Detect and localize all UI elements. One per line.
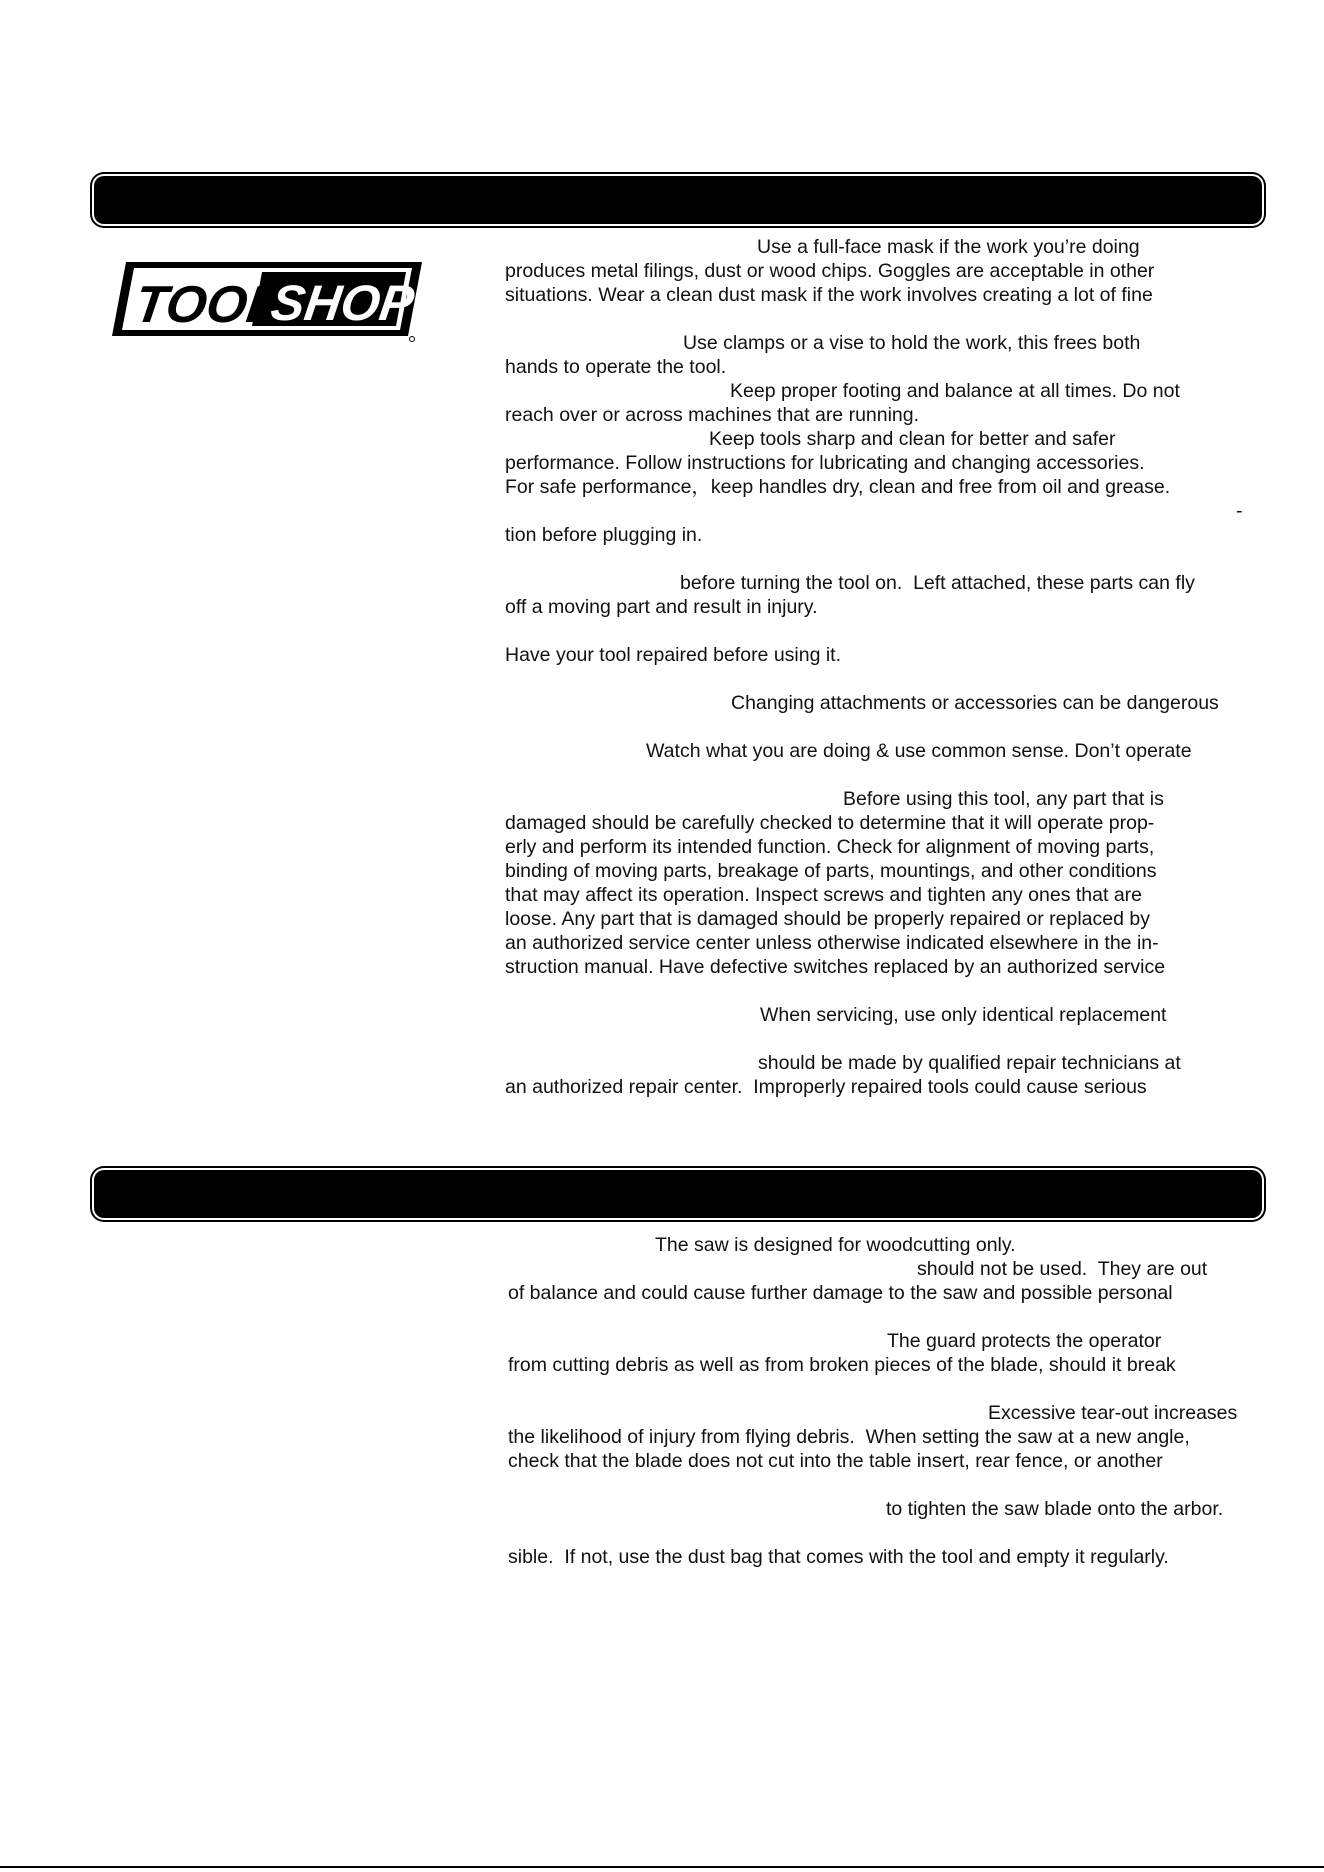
logo-word-tool: TOOL (131, 276, 283, 334)
text-line: erly and perform its intended function. Check for alignment of moving parts, (505, 836, 1155, 858)
text-line: - (1236, 500, 1243, 522)
text-line: the likelihood of injury from flying debris. When setting the saw at a new angle, (508, 1426, 1190, 1448)
text-line: an authorized repair center. Improperly repaired tools could cause serious (505, 1076, 1147, 1098)
text-line: Use clamps or a vise to hold the work, this frees both (683, 332, 1141, 354)
text-line: check that the blade does not cut into the table insert, rear fence, or another (508, 1450, 1163, 1472)
text-line: produces metal filings, dust or wood chips. Goggles are acceptable in other (505, 260, 1155, 282)
text-line: should be made by qualified repair technicians at (758, 1052, 1181, 1074)
text-line: The guard protects the operator (887, 1330, 1162, 1352)
text-line: Keep tools sharp and clean for better and safer (709, 428, 1116, 450)
tool-shop-logo (112, 258, 422, 342)
text-line: before turning the tool on. Left attached, these parts can fly (680, 572, 1195, 594)
text-line: an authorized service center unless otherwise indicated elsewhere in the in- (505, 932, 1159, 954)
text-line: tion before plugging in. (505, 524, 703, 546)
text-line: Excessive tear-out increases (988, 1402, 1238, 1424)
text-line: sible. If not, use the dust bag that comes with the tool and empty it regularly. (508, 1546, 1169, 1568)
text-line: For safe performance，keep handles dry, clean and free from oil and grease. (505, 476, 1171, 498)
text-line: from cutting debris as well as from broken pieces of the blade, should it break (508, 1354, 1176, 1376)
text-line: The saw is designed for woodcutting only. (655, 1234, 1016, 1256)
text-line: When servicing, use only identical replacement (760, 1004, 1167, 1026)
text-line: struction manual. Have defective switches replaced by an authorized service (505, 956, 1166, 978)
text-line: loose. Any part that is damaged should be properly repaired or replaced by (505, 908, 1150, 930)
text-line: that may affect its operation. Inspect screws and tighten any ones that are (505, 884, 1143, 906)
text-line: of balance and could cause further damage to the saw and possible personal (508, 1282, 1173, 1304)
text-line: performance. Follow instructions for lubricating and changing accessories. (505, 452, 1145, 474)
text-line: should not be used. They are out (917, 1258, 1208, 1280)
text-line: Before using this tool, any part that is (843, 788, 1164, 810)
text-line: Watch what you are doing & use common sense. Don’t operate (646, 740, 1192, 762)
text-line: Keep proper footing and balance at all times. Do not (730, 380, 1180, 402)
logo-word-shop: SHOP (267, 275, 418, 331)
text-line: situations. Wear a clean dust mask if the work involves creating a lot of fine (505, 284, 1153, 306)
text-line: hands to operate the tool. (505, 356, 727, 378)
text-line: Use a full-face mask if the work you’re doing (757, 236, 1140, 258)
section-header-bar (94, 176, 1262, 224)
footer-rule (0, 1866, 1324, 1868)
text-line: off a moving part and result in injury. (505, 596, 818, 618)
text-line: Changing attachments or accessories can be dangerous (731, 692, 1219, 714)
text-line: binding of moving parts, breakage of parts, mountings, and other conditions (505, 860, 1157, 882)
text-line: Have your tool repaired before using it. (505, 644, 842, 666)
text-line: reach over or across machines that are running. (505, 404, 920, 426)
text-line: damaged should be carefully checked to determine that it will operate prop- (505, 812, 1155, 834)
text-line: to tighten the saw blade onto the arbor. (886, 1498, 1224, 1520)
section-header-bar (94, 1170, 1262, 1218)
